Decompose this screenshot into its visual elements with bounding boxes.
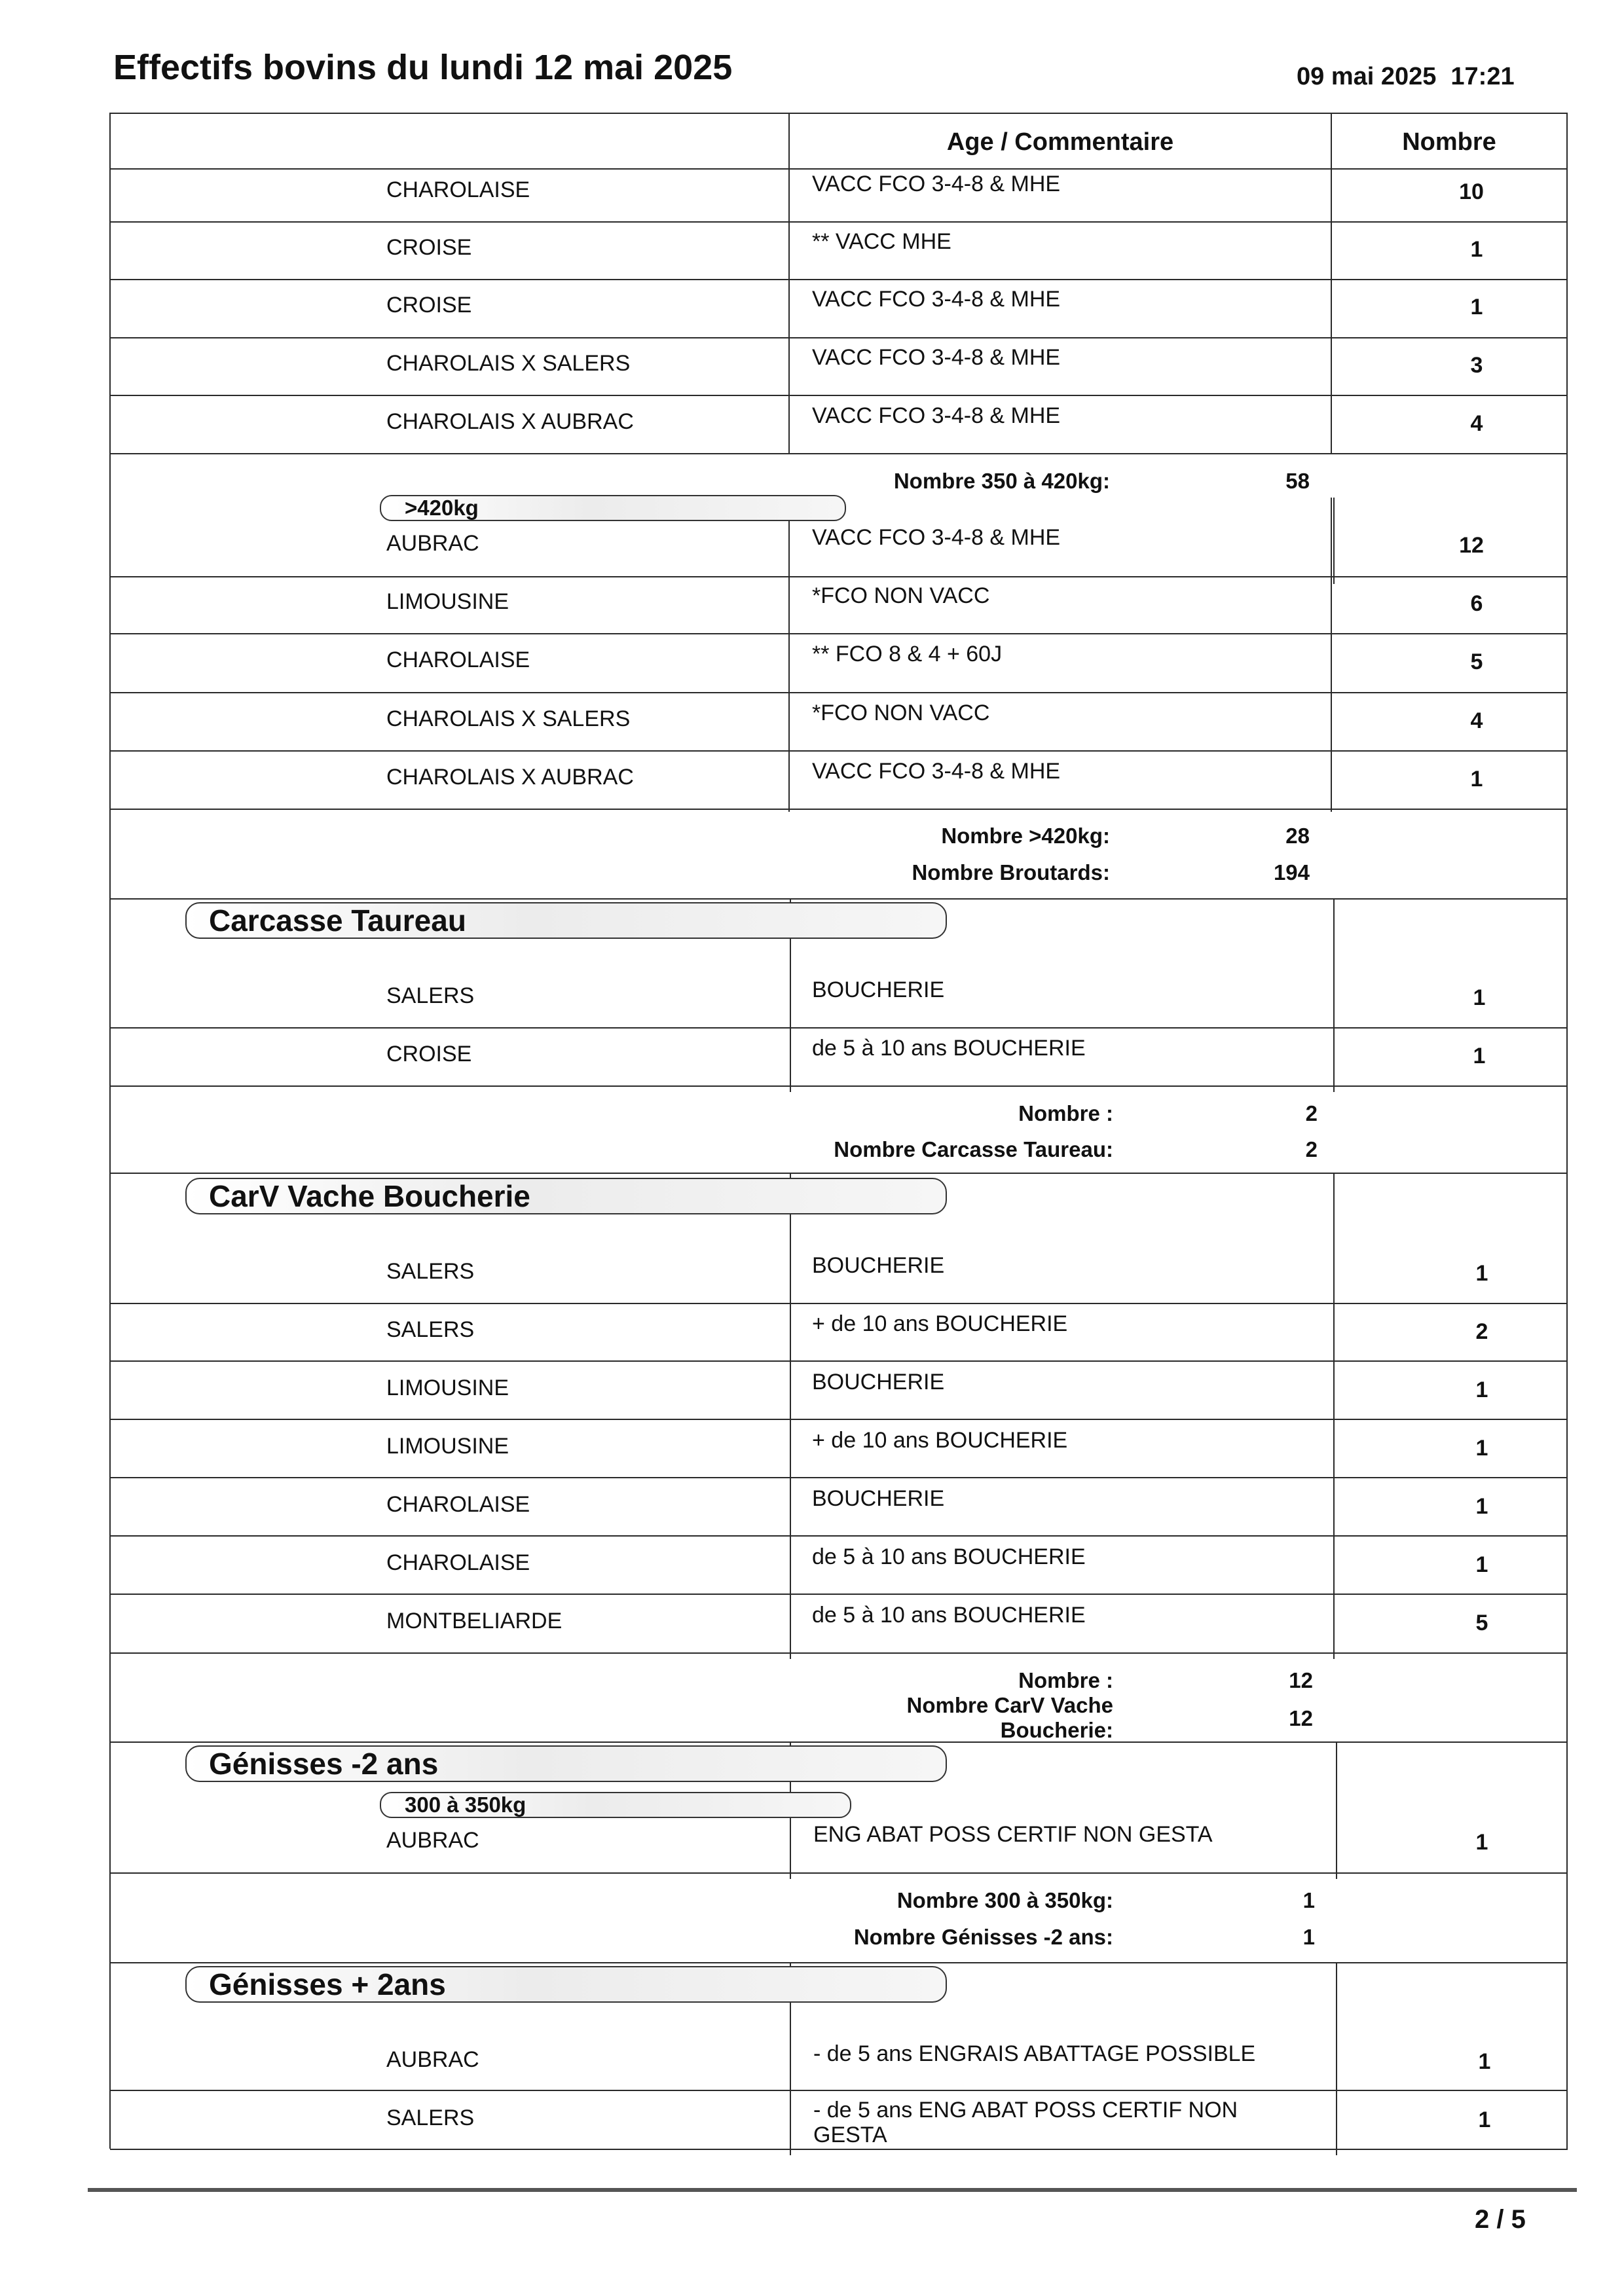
count-cell: 4 [1470,411,1483,436]
total-label-line: Nombre CarV Vache [906,1693,1113,1717]
count-cell: 1 [1478,2107,1491,2132]
subtotal-value: 2 [1305,1101,1318,1125]
comment-cell: de 5 à 10 ans BOUCHERIE [812,1544,1086,1569]
comment-cell: ** VACC MHE [812,229,951,254]
section-banner-genisses-plus-2-ans: Génisses + 2ans [185,1966,947,2003]
row-rule [110,809,1568,810]
row-rule [110,1477,1568,1478]
comment-cell: VACC FCO 3-4-8 & MHE [812,287,1061,312]
breed-cell: CHAROLAISE [386,177,530,202]
breed-cell: LIMOUSINE [386,1376,509,1400]
row-rule [110,2149,1568,2150]
breed-cell: SALERS [386,2105,475,2130]
comment-cell: + de 10 ans BOUCHERIE [812,1428,1068,1453]
section-banner-vache-boucherie: CarV Vache Boucherie [185,1178,947,1214]
row-rule [110,1741,1568,1743]
section-banner-genisses-moins-2-ans: Génisses -2 ans [185,1745,947,1782]
count-cell: 1 [1470,295,1483,319]
breed-cell: LIMOUSINE [386,1434,509,1459]
row-rule [110,337,1568,338]
subtotal-value: 28 [1285,824,1310,848]
page-title: Effectifs bovins du lundi 12 mai 2025 [113,48,733,87]
count-cell: 1 [1475,1436,1488,1461]
breed-cell: CHAROLAISE [386,1492,530,1517]
row-rule [110,168,1568,170]
count-cell: 1 [1475,1377,1488,1402]
row-rule [110,1085,1568,1087]
breed-cell: CROISE [386,293,472,318]
comment-cell: ENG ABAT POSS CERTIF NON GESTA [813,1822,1213,1847]
row-rule [110,1872,1568,1874]
column-rule [1336,1962,1337,2155]
print-time: 17:21 [1450,63,1515,90]
comment-cell: - de 5 ans ENGRAIS ABATTAGE POSSIBLE [813,2041,1256,2066]
count-cell: 1 [1473,1044,1486,1068]
table-right-rule [1566,113,1568,2149]
row-rule [110,1652,1568,1654]
breed-cell: CHAROLAIS X SALERS [386,351,631,376]
comment-cell: VACC FCO 3-4-8 & MHE [812,345,1061,370]
comment-cell: VACC FCO 3-4-8 & MHE [812,759,1061,784]
breed-cell: AUBRAC [386,2047,479,2072]
breed-cell: AUBRAC [386,1828,479,1853]
breed-cell: CROISE [386,235,472,260]
row-rule [110,1594,1568,1595]
count-cell: 1 [1475,1830,1488,1855]
comment-cell: BOUCHERIE [812,1370,945,1394]
column-rule [788,113,790,453]
section-banner-carcasse-taureau: Carcasse Taureau [185,902,947,939]
comment-cell [813,2098,1238,2147]
column-rule [1331,113,1332,453]
count-cell: 2 [1475,1319,1488,1344]
breed-cell: SALERS [386,1259,475,1284]
count-cell: 1 [1475,1261,1488,1286]
breed-cell: AUBRAC [386,531,479,556]
comment-cell: *FCO NON VACC [812,701,990,725]
breed-cell: LIMOUSINE [386,589,509,614]
count-cell: 5 [1470,649,1483,674]
total-label: Nombre Carcasse Taureau: [834,1137,1113,1161]
subtotal-label: Nombre 350 à 420kg: [893,469,1110,493]
breed-cell: CHAROLAIS X AUBRAC [386,765,634,790]
comment-cell: VACC FCO 3-4-8 & MHE [812,525,1061,550]
total-label: Nombre Broutards: [912,860,1110,884]
comment-cell: *FCO NON VACC [812,583,990,608]
column-rule [1336,1741,1337,1879]
row-rule [110,221,1568,223]
count-cell: 1 [1473,985,1486,1010]
breed-cell: CHAROLAIS X AUBRAC [386,409,634,434]
row-rule [110,750,1568,752]
row-rule [110,1173,1568,1174]
total-value: 1 [1302,1925,1315,1949]
count-cell: 10 [1459,179,1484,204]
count-cell: 1 [1475,1552,1488,1577]
breed-cell: MONTBELIARDE [386,1609,563,1633]
comment-cell: VACC FCO 3-4-8 & MHE [812,172,1061,196]
subtotal-value: 58 [1285,469,1310,493]
column-rule [1333,498,1335,584]
subtotal-label: Nombre >420kg: [941,824,1110,848]
row-rule [110,576,1568,577]
breed-cell: CHAROLAIS X SALERS [386,706,631,731]
count-cell: 1 [1478,2049,1491,2074]
comment-cell: + de 10 ans BOUCHERIE [812,1311,1068,1336]
comment-line: - de 5 ans ENG ABAT POSS CERTIF NON [813,2098,1238,2123]
column-header-comment: Age / Commentaire [946,128,1174,156]
count-cell: 6 [1470,591,1483,616]
footer-rule [88,2188,1577,2192]
count-cell: 1 [1470,237,1483,262]
total-value: 194 [1273,860,1310,884]
comment-cell: BOUCHERIE [812,1253,945,1278]
row-rule [110,898,1568,900]
comment-line: GESTA [813,2123,887,2147]
breed-cell: SALERS [386,983,475,1008]
comment-cell: BOUCHERIE [812,1486,945,1511]
row-rule [110,1303,1568,1304]
comment-cell: VACC FCO 3-4-8 & MHE [812,403,1061,428]
row-rule [110,692,1568,693]
count-cell: 4 [1470,708,1483,733]
row-rule [110,279,1568,280]
breed-cell: CHAROLAISE [386,647,530,672]
breed-cell: CROISE [386,1042,472,1066]
column-rule [1333,898,1335,1092]
subgroup-banner-300-350kg: 300 à 350kg [380,1792,851,1818]
breed-cell: SALERS [386,1317,475,1342]
row-rule [110,395,1568,396]
column-rule [1331,498,1332,812]
count-cell: 3 [1470,353,1483,378]
column-rule [788,511,790,812]
row-rule [110,633,1568,634]
subtotal-value: 1 [1302,1888,1315,1912]
total-label [907,1693,1113,1743]
row-rule [110,2090,1568,2091]
column-rule [790,1173,791,1659]
comment-cell: BOUCHERIE [812,977,945,1002]
table-left-rule [109,113,111,2149]
row-rule [110,1027,1568,1029]
total-value: 2 [1305,1137,1318,1161]
count-cell: 5 [1475,1611,1488,1635]
comment-cell: de 5 à 10 ans BOUCHERIE [812,1603,1086,1628]
table-top-rule [110,113,1568,114]
comment-cell: de 5 à 10 ans BOUCHERIE [812,1036,1086,1061]
total-label-line: Boucherie: [1000,1718,1113,1742]
row-rule [110,1962,1568,1963]
row-rule [110,1419,1568,1420]
row-rule [110,1535,1568,1537]
subtotal-label: Nombre 300 à 350kg: [896,1888,1113,1912]
count-cell: 1 [1470,767,1483,792]
subtotal-label: Nombre : [1018,1668,1113,1692]
total-value: 12 [1289,1706,1313,1730]
print-date: 09 mai 2025 [1297,63,1437,90]
page-number: 2 / 5 [1475,2205,1526,2234]
subgroup-banner-420kg: >420kg [380,495,846,521]
breed-cell: CHAROLAISE [386,1550,530,1575]
count-cell: 12 [1459,533,1484,558]
subtotal-value: 12 [1289,1668,1313,1692]
count-cell: 1 [1475,1494,1488,1519]
subtotal-label: Nombre : [1018,1101,1113,1125]
column-header-count: Nombre [1402,128,1496,156]
row-rule [110,453,1568,454]
print-datetime [1297,63,1515,91]
total-label: Nombre Génisses -2 ans: [853,1925,1113,1949]
column-rule [1333,1173,1335,1659]
comment-cell: ** FCO 8 & 4 + 60J [812,642,1003,666]
row-rule [110,1360,1568,1362]
